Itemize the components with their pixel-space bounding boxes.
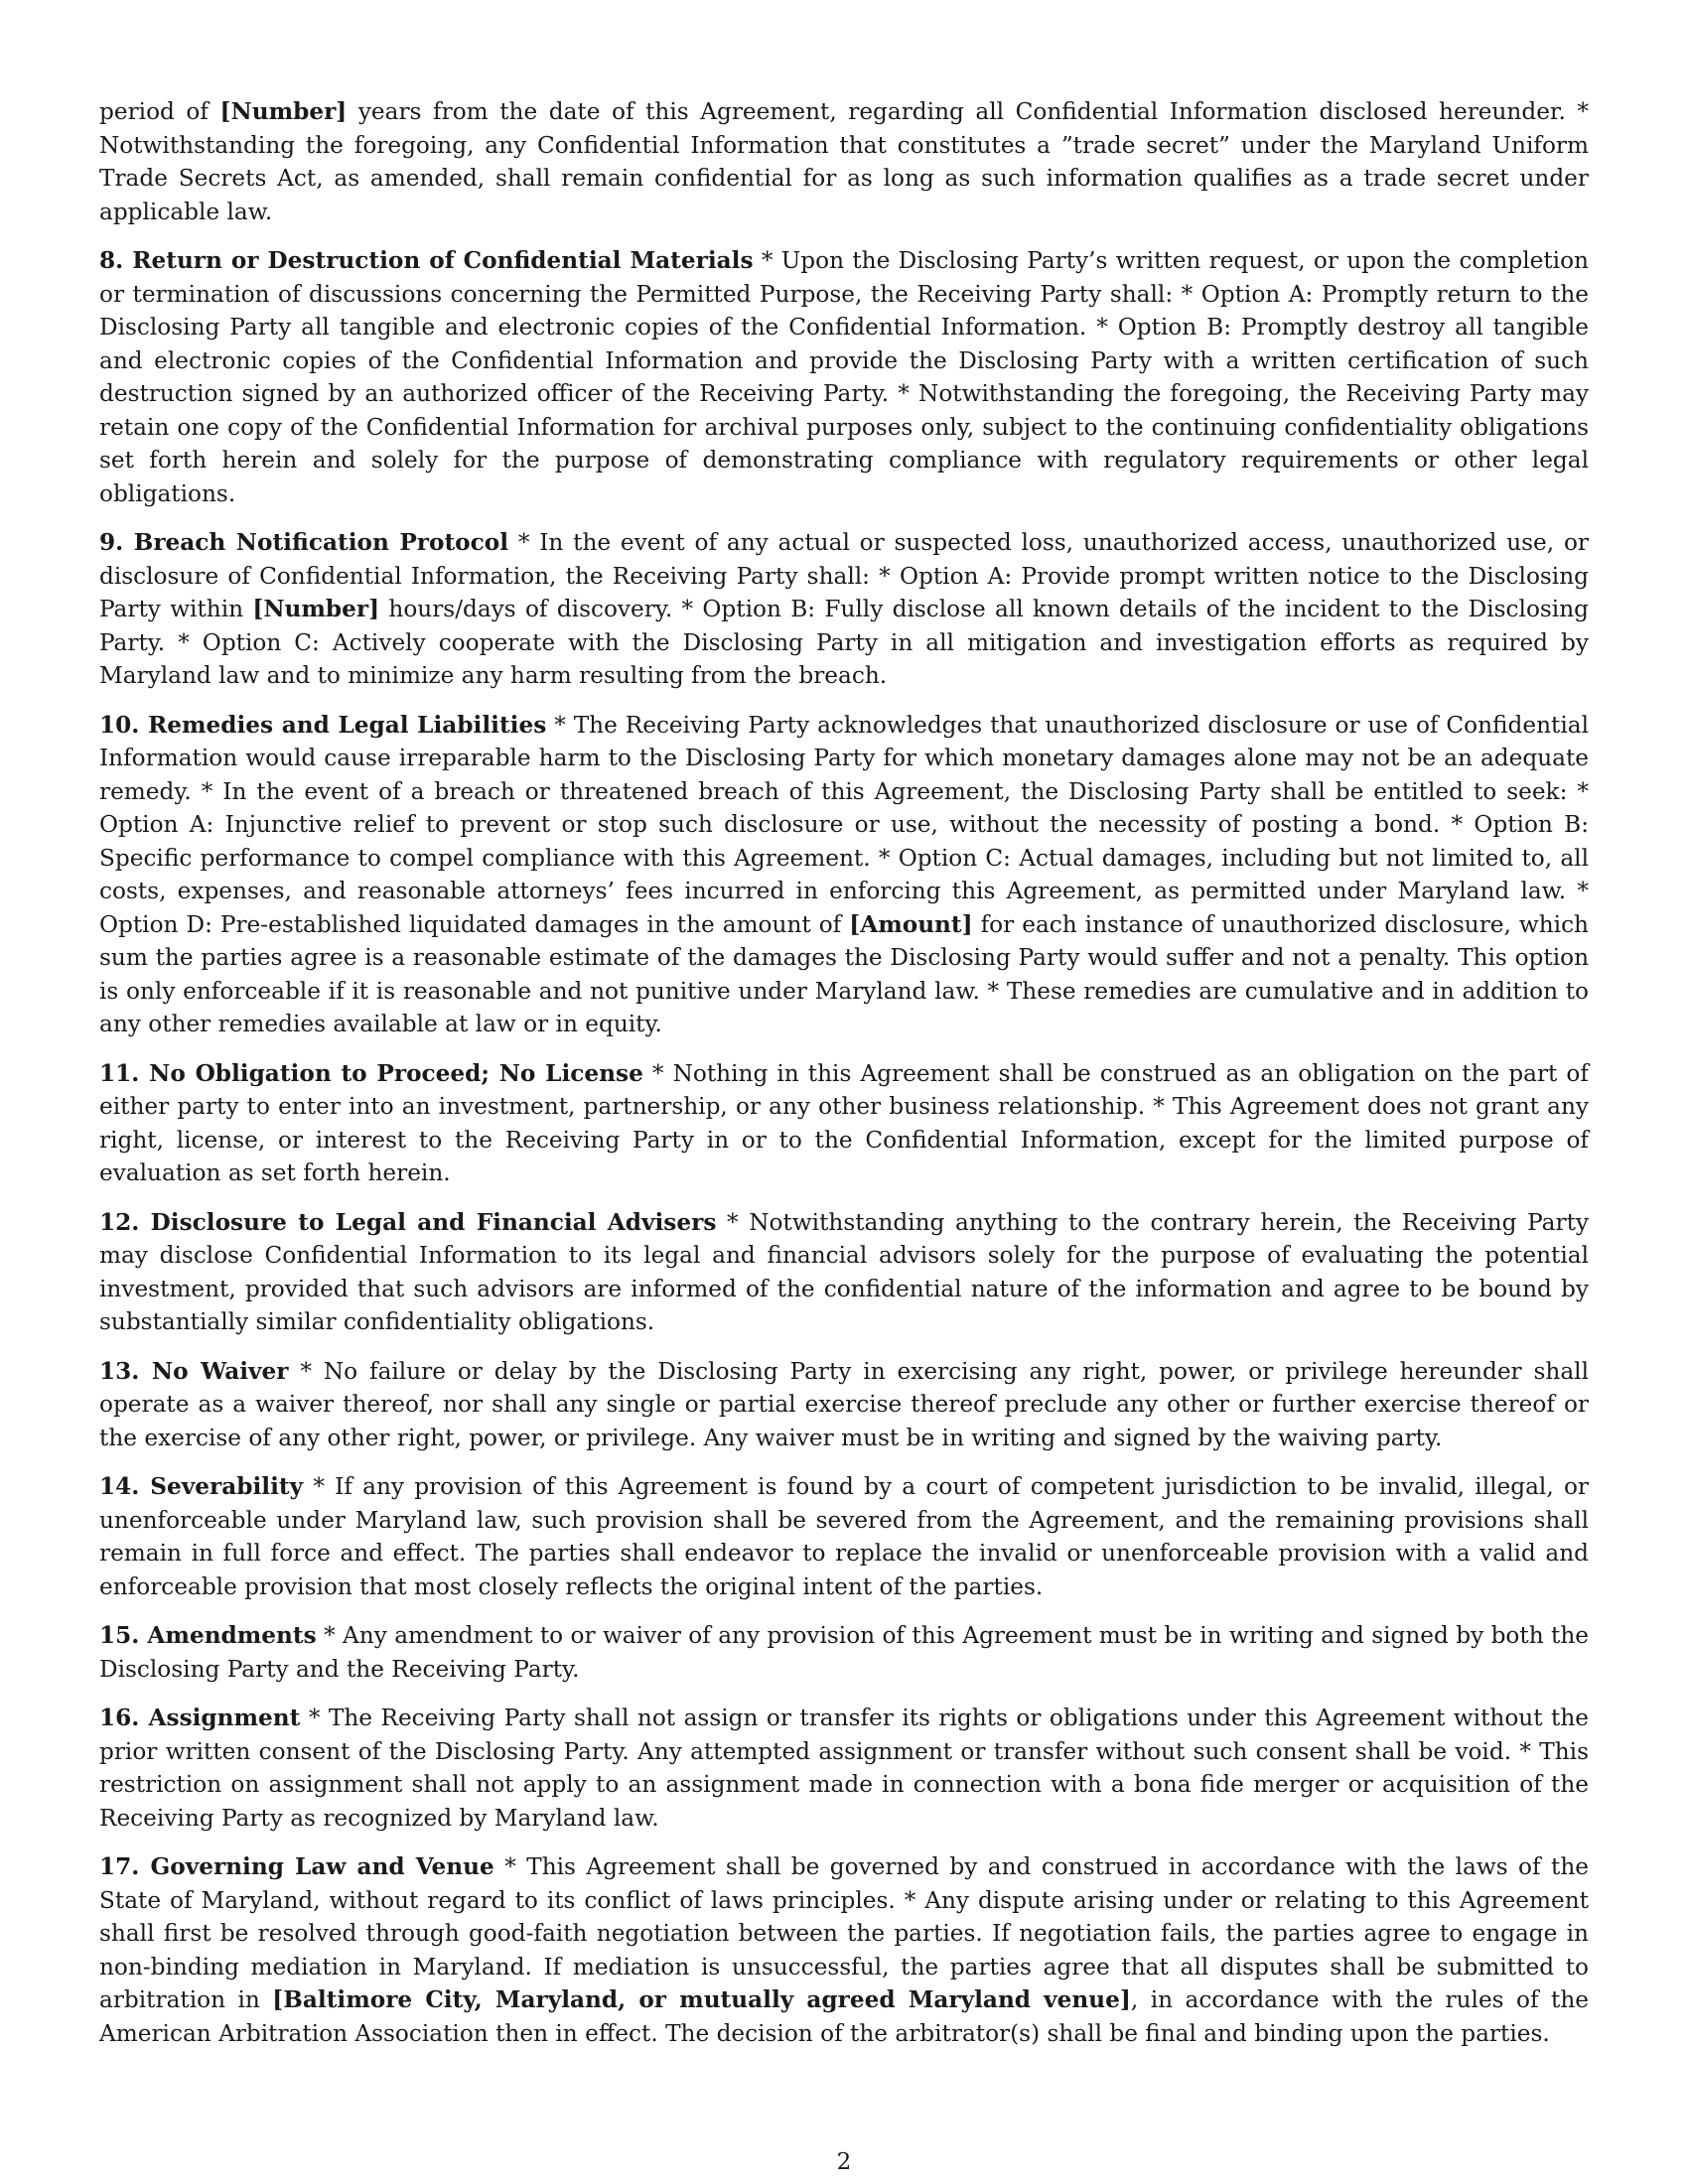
- venue-placeholder: [Baltimore City, Maryland, or mutually agreed Maryland venue]: [272, 1986, 1131, 2013]
- section-16-text: * The Receiving Party shall not assign or transfer its rights or obligations under this Agreement without the prior written consent of the Disclosing Party. Any attempted assignment or transfer without such consent shall be void. * This restriction on assignment shall not apply to an assignment made in connection with a bona fide merger or acquisition of the Receiving Party as recognized by Maryland law.: [99, 1705, 1590, 1832]
- section-12: [99, 1206, 1589, 1339]
- section-17: [99, 1850, 1589, 2050]
- section-13: [99, 1355, 1589, 1455]
- section-15-heading: 15. Amendments: [99, 1622, 317, 1649]
- section-12-text: * Notwithstanding anything to the contrary herein, the Receiving Party may disclose Confidential Information to its legal and financial advisors solely for the purpose of evaluating the potential investment, provided that such advisors are informed of the confidential nature of the information and agree to be bound by substantially similar confidentiality obligations.: [99, 1208, 1589, 1335]
- section-9-heading: 9. Breach Notification Protocol: [99, 529, 509, 556]
- section-10-text-start: * The Receiving Party acknowledges that unauthorized disclosure or use of Confidential Information would cause irreparable harm to the Disclosing Party for which monetary damages alone may not be an adequate remedy. * In the event of a breach or threatened breach of this Agreement, the Disclosing Party shall be entitled to seek: * Option A: Injunctive relief to prevent or stop such disclosure or use, without the necessity of posting a bond. * Option B: Specific performance to compel compliance with this Agreement. * Option C: Actual damages, including but not limited to, all costs, expenses, and reasonable attorneys’ fees incurred in enforcing this Agreement, as permitted under Maryland law. * Option D: Pre-established liquidated damages in the amount of: [99, 711, 1589, 938]
- section-17-text-start: * This Agreement shall be governed by and construed in accordance with the laws of the State of Maryland, without regard to its conflict of laws principles. * Any dispute arising under or relating to this Agreement shall first be resolved through good-faith negotiation between the parties. If negotiation fails, the parties agree to engage in non-binding mediation in Maryland. If mediation is unsuccessful, the parties agree that all disputes shall be submitted to arbitration in: [99, 1853, 1589, 2013]
- section-15-text: * Any amendment to or waiver of any provision of this Agreement must be in writing and signed by both the Disclosing Party and the Receiving Party.: [99, 1622, 1589, 1683]
- section-9-text-end: hours/days of discovery. * Option B: Fully disclose all known details of the incident to the Disclosing Party. * Option C: Actively cooperate with the Disclosing Party in all mitigation and investigation efforts as required by Maryland law and to minimize any harm resulting from the breach.: [99, 596, 1589, 689]
- section-12-heading: 12. Disclosure to Legal and Financial Advisers: [99, 1208, 717, 1236]
- section-11-heading: 11. No Obligation to Proceed; No License: [99, 1059, 643, 1087]
- page-number: 2: [836, 2149, 852, 2175]
- section-8-text: * Upon the Disclosing Party’s written request, or upon the completion or termination of discussions concerning the Permitted Purpose, the Receiving Party shall: * Option A: Promptly return to the Disclosing Party all tangible and electronic copies of the Confidential Information. * Option B: Promptly destroy all tangible and electronic copies of the Confidential Information and provide the Disclosing Party with a written certification of such destruction signed by an authorized officer of the Receiving Party. * Notwithstanding the foregoing, the Receiving Party may retain one copy of the Confidential Information for archival purposes only, subject to the continuing confidentiality obligations set forth herein and solely for the purpose of demonstrating compliance with regulatory requirements or other legal obligations.: [99, 247, 1589, 507]
- section-10-text-end: for each instance of unauthorized disclosure, which sum the parties agree is a reasonable estimate of the damages the Disclosing Party would suffer and not a penalty. This option is only enforceable if it is reasonable and not punitive under Maryland law. * These remedies are cumulative and in addition to any other remedies available at law or in equity.: [99, 910, 1589, 1037]
- section-13-text: * No failure or delay by the Disclosing Party in exercising any right, power, or privilege hereunder shall operate as a waiver thereof, nor shall any single or partial exercise thereof preclude any other or further exercise thereof or the exercise of any other right, power, or privilege. Any waiver must be in writing and signed by the waiving party.: [99, 1357, 1589, 1451]
- section-14-text: * If any provision of this Agreement is found by a court of competent jurisdiction to be invalid, illegal, or unenforceable under Maryland law, such provision shall be severed from the Agreement, and the remaining provisions shall remain in full force and effect. The parties shall endeavor to replace the invalid or unenforceable provision with a valid and enforceable provision that most closely reflects the original intent of the parties.: [99, 1473, 1589, 1600]
- section-16: [99, 1702, 1589, 1835]
- section-15: [99, 1619, 1589, 1686]
- section-16-heading: 16. Assignment: [99, 1705, 301, 1731]
- section-10-heading: 10. Remedies and Legal Liabilities: [99, 711, 547, 739]
- section-11-text: * Nothing in this Agreement shall be construed as an obligation on the part of either party to enter into an investment, partnership, or any other business relationship. * This Agreement does not grant any right, license, or interest to the Receiving Party in or to the Confidential Information, except for the limited purpose of evaluation as set forth herein.: [99, 1059, 1589, 1186]
- section-17-heading: 17. Governing Law and Venue: [99, 1853, 494, 1880]
- document-page: [99, 95, 1589, 2066]
- section-14-heading: 14. Severability: [99, 1473, 304, 1500]
- section-10: [99, 709, 1589, 1041]
- section-8: [99, 244, 1589, 510]
- section-8-heading: 8. Return or Destruction of Confidential Materials: [99, 247, 754, 274]
- section-17-text-end: , in accordance with the rules of the American Arbitration Association then in effect. The decision of the arbitrator(s) shall be final and binding upon the parties.: [99, 1986, 1589, 2047]
- continuation-text-start: period of: [99, 98, 220, 125]
- amount-placeholder: [Amount]: [849, 910, 973, 938]
- number-placeholder: [Number]: [252, 596, 380, 622]
- section-9-text-start: * In the event of any actual or suspected loss, unauthorized access, unauthorized use, or disclosure of Confidential Information, the Receiving Party shall: * Option A: Provide prompt written notice to the Disclosing Party within: [99, 529, 1589, 622]
- number-placeholder: [Number]: [219, 98, 348, 125]
- section-9: [99, 526, 1589, 693]
- section-14: [99, 1470, 1589, 1603]
- section-11: [99, 1057, 1589, 1190]
- section-13-heading: 13. No Waiver: [99, 1357, 289, 1385]
- continuation-text-end: years from the date of this Agreement, regarding all Confidential Information disclosed hereunder. * Notwithstanding the foregoing, any Confidential Information that constitutes a ”trade secret” under the Maryland Uniform Trade Secrets Act, as amended, shall remain confidential for as long as such information qualifies as a trade secret under applicable law.: [99, 98, 1589, 225]
- section-7-continuation: [99, 95, 1589, 228]
